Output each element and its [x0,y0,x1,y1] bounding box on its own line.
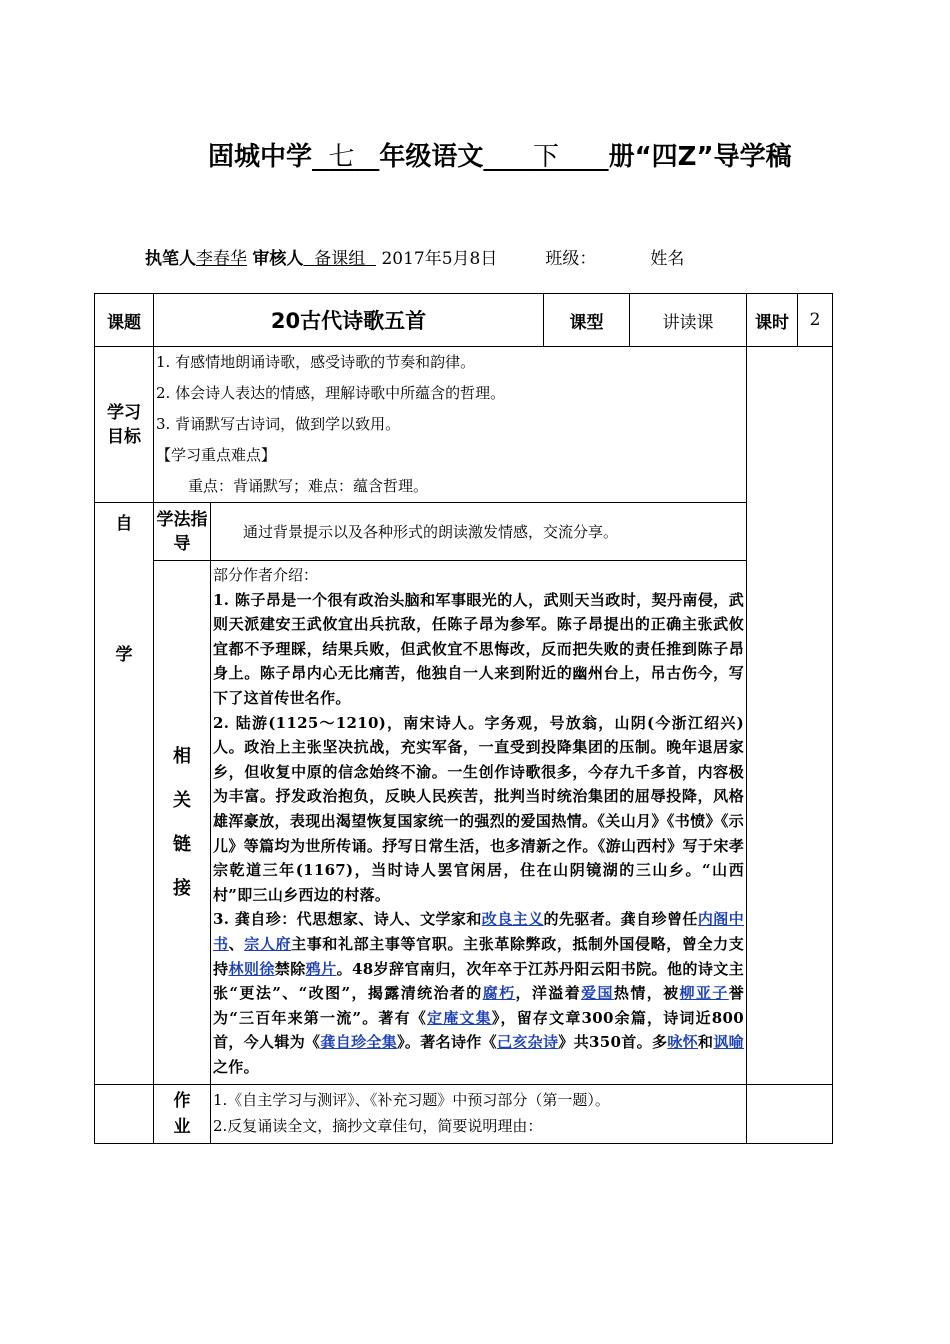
grade-suffix: 年级语文 [379,142,484,172]
lesson-table [94,293,833,1144]
type-label: 课型 [544,294,630,347]
link-jihai-poems[interactable]: 己亥杂诗 [496,1033,559,1052]
goals-cell [154,347,747,503]
empty-left-cell [95,1085,154,1144]
link-reform[interactable]: 改良主义 [481,910,544,929]
hours-value: 2 [798,294,833,347]
self-study-label: 自 学 [95,503,154,1085]
link-imperial-clan-court[interactable]: 宗人府 [244,934,292,953]
goal-item: 1. 有感情地朗诵诗歌，感受诗歌的节奏和韵律。 [156,353,476,371]
link-lin-zexu[interactable]: 林则徐 [228,959,275,978]
type-value: 讲读课 [630,294,747,347]
homework-label: 作 业 [154,1085,211,1144]
page-title [145,128,825,186]
reviewer-label: 审核人 [252,249,304,269]
title-tail: 册“四Z”导学稿 [608,142,792,172]
link-dingan-collection[interactable]: 定庵文集 [427,1008,492,1027]
method-label: 学法指导 [154,503,211,561]
links-label: 相 关 链 接 [154,561,211,1085]
author-note-lu: 2. 陆游(1125～1210)，南宋诗人。字务观，号放翁，山阴(今浙江绍兴)人。政治上主张坚决抗战，充实军备，一直受到投降集团的压制。晚年退居家乡，但收复中原的信念始终不渝。一生创作诗歌很多，今存九千多首，内容极为丰富。抒发政治抱负，反映人民疾苦，批判当时统治集团的屈辱投降，风格雄浑豪放，表现出渴望恢复国家统一的强烈的爱国热情。《关山月》《书愤》《示儿》等篇均为世所传诵。抒写日常生活，也多清新之作。《游山西村》写于宋孝宗乾道三年(1167)，当时诗人罢官闲居，住在山阴镜湖的三山乡。“山西村”即三山乡西边的村落。 [213,713,745,904]
topic-label: 课题 [95,294,154,347]
empty-side-cell [747,347,833,1085]
volume-value: 下 [532,142,559,172]
homework-item: 2.反复诵读全文，摘抄文章佳句，简要说明理由： [213,1117,543,1135]
notes-intro: 部分作者介绍： [213,566,319,584]
link-opium[interactable]: 鸦片 [305,959,337,978]
link-cabinet-secretary[interactable]: 内阁中书 [213,910,745,953]
link-patriotism[interactable]: 爱国 [581,984,614,1003]
name-label: 姓名 [650,249,685,269]
link-yonghuai[interactable]: 咏怀 [667,1033,698,1052]
author-label: 执笔人 [145,249,196,269]
link-liu-yazi[interactable]: 柳亚子 [679,984,729,1003]
goal-item: 3. 背诵默写古诗词，做到学以致用。 [156,415,401,433]
link-fengyu[interactable]: 讽喻 [713,1033,744,1052]
homework-cell [211,1085,747,1144]
hours-label: 课时 [747,294,798,347]
empty-right-cell [747,1085,833,1144]
homework-item: 1.《自主学习与测评》、《补充习题》中预习部分（第一题）。 [213,1091,610,1109]
meta-line [145,244,684,269]
related-notes [211,561,747,1085]
author-note-chen: 1. 陈子昂是一个很有政治头脑和军事眼光的人，武则天当政时，契丹南侵，武则天派建安王武攸宜出兵抗敌，任陈子昂为参军。陈子昂提出的正确主张武攸宜都不予理睬，结果兵败，但武攸宜不思悔改，反而把失败的责任推到陈子昂身上。陈子昂内心无比痛苦，他独自一人来到附近的幽州台上，吊古伤今，写下了这首传世名作。 [213,590,745,707]
link-complete-works[interactable]: 龚自珍全集 [320,1033,398,1052]
link-decay[interactable]: 腐朽 [482,984,516,1003]
school-name: 固城中学 [208,142,313,172]
goals-label: 学习目标 [95,347,154,503]
goal-item: 2. 体会诗人表达的情感，理解诗歌中所蕴含的哲理。 [156,384,506,402]
date: 2017年5月8日 [381,249,498,269]
class-label: 班级： [545,249,597,269]
author-note-gong: 3. 龚自珍：代思想家、诗人、文学家和改良主义的先驱者。龚自珍曾任内阁中书、宗人府主事和礼部主事等官职。主张革除弊政，抵制外国侵略，曾全力支持林则徐禁除鸦片。48岁辞官南归，次年卒于江苏丹阳云阳书院。他的诗文主张“更法”、“改图”，揭露清统治者的腐朽，洋溢着爱国热情，被柳亚子誉为“三百年来第一流”。著有《定庵文集》，留存文章300余篇，诗词近800首，今人辑为《龚自珍全集》。著名诗作《己亥杂诗》共350首。多咏怀和讽喻之作。 [213,910,745,1076]
lesson-title: 20古代诗歌五首 [154,294,544,347]
reviewer-name: 备课组 [314,249,366,269]
grade-value: 七 [328,142,355,172]
author-name: 李春华 [196,249,247,269]
focus-title: 【学习重点难点】 [156,446,277,464]
method-text: 通过背景提示以及各种形式的朗读激发情感，交流分享。 [211,503,747,561]
focus-text: 重点：背诵默写；难点：蕴含哲理。 [188,477,429,495]
